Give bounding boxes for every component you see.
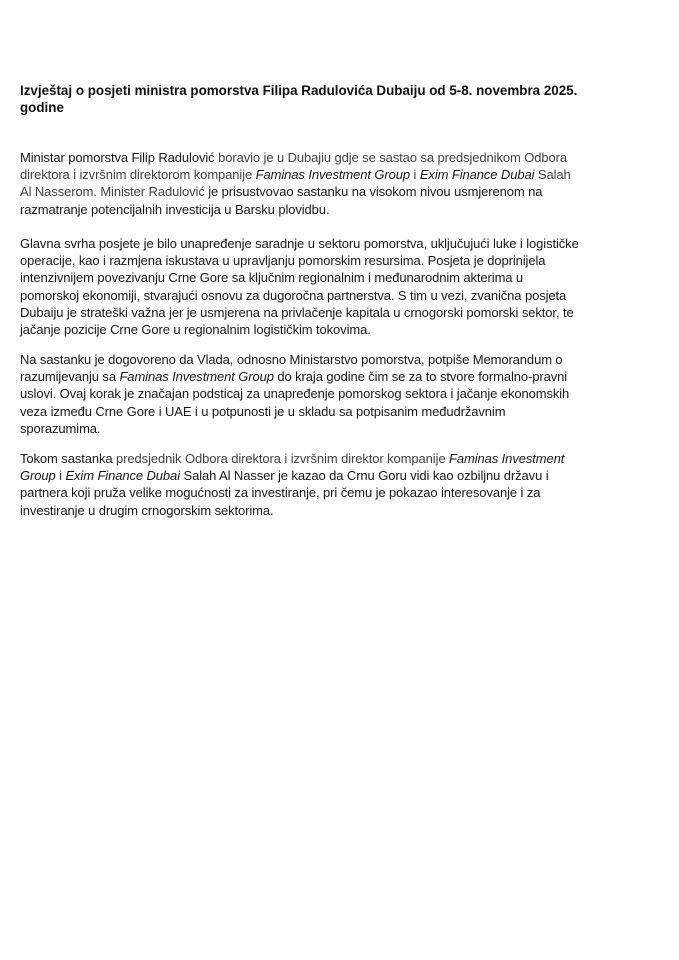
paragraph-line: operacije, kao i razmjena iskustava u upravljanju pomorskim resursima. Posjeta je doprinijela [20,253,546,269]
paragraph-2 [20,235,670,338]
paragraph-line: veza između Crne Gore i UAE i u potpunosti je u skladu sa potpisanim međudržavnim [20,403,506,419]
paragraph-line [20,149,670,166]
document-title [20,82,660,116]
paragraph-line [20,183,670,200]
text-run: Salah Al Nasser je kazao da Crnu Goru vidi kao ozbiljnu državu i [179,468,549,484]
paragraph-line [20,450,670,467]
company-name: Faminas Investment Group [255,167,411,183]
paragraph-line: Dubaiju je strateški važna jer je usmjerena na privlačenje kapitala u crnogorski pomorski sektor, te [20,304,574,320]
title-line: godine [20,100,64,115]
company-name: Faminas Investment Group [119,369,274,385]
paragraph-line: investiranje u drugim crnogorskim sektorima. [20,502,274,518]
paragraph-line: jačanje pozicije Crne Gore u regionalnim logističkim tokovima. [20,322,371,338]
paragraph-1 [20,149,670,218]
paragraph-line: Na sastanku je dogovoreno da Vlada, odnosno Ministarstvo pomorstva, potpiše Memorandum o [20,352,563,367]
paragraph-line: partnera koji pruža velike mogućnosti za investiranje, pri čemu je pokazao interesovanje i za [20,485,541,501]
text-run: i [410,167,420,183]
paragraph-line: pomorskoj ekonomiji, stvarajući osnovu za dugoročna partnerstva. S tim u vezi, zvanična posjeta [20,287,567,303]
text-run: Al Nasserom. Minister Radulović [20,184,209,200]
paragraph-4 [20,450,670,519]
title-line: Izvještaj o posjeti ministra pomorstva Filipa Radulovića Dubaiju od 5-8. novembra 2025. [20,83,578,98]
text-run: predsjednik Odbora direktora i izvršnim direktor kompanije [116,451,450,466]
company-name: Exim Finance Dubai [65,468,180,484]
text-run: boravio je u Dubajiu gdje se sastao sa predsjednikom Odbora [218,150,567,165]
paragraph-line: razmatranje potencijalnih investicija u Barsku plovidbu. [20,201,330,217]
company-name: Group [20,468,56,484]
text-run: Tokom sastanka [20,451,117,466]
paragraph-line: Glavna svrha posjete je bilo unapređenje saradnje u sektoru pomorstva, uključujući luke i logističke [20,236,579,251]
paragraph-line [20,368,670,385]
text-run: razumijevanju sa [20,369,120,385]
text-run: direktora i izvršnim direktorom kompanije [20,167,256,183]
text-run: Salah [534,167,571,183]
text-run: i [55,468,66,484]
text-run: je prisustvovao sastanku na visokom nivou usmjerenom na [208,184,543,200]
company-name: Faminas Investment [449,451,565,466]
text-run: do kraja godine čim se za to stvore formalno-pravni [273,369,568,385]
text-run: Ministar pomorstva Filip Radulović [20,150,219,165]
company-name: Exim Finance Dubai [419,167,535,183]
paragraph-line [20,467,670,484]
paragraph-3 [20,351,670,437]
paragraph-line: sporazumima. [20,420,101,436]
paragraph-line: uslovi. Ovaj korak je značajan podsticaj za unapređenje pomorskog sektora i jačanje ekonomskih [20,386,570,402]
paragraph-line [20,166,670,183]
paragraph-line: intenzivnijem povezivanju Crne Gore sa ključnim regionalnim i međunarodnim akterima u [20,270,524,286]
